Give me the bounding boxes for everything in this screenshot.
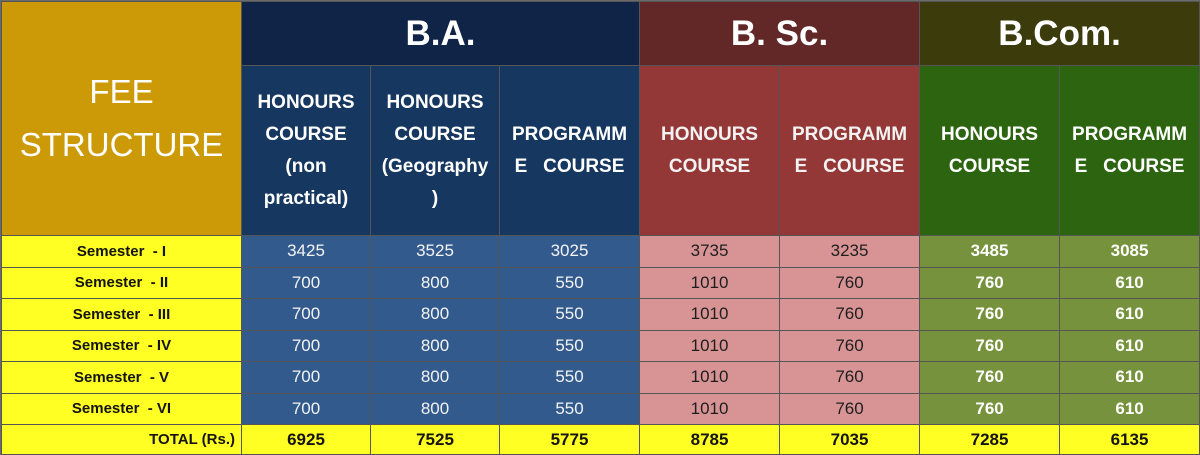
total-label: TOTAL (Rs.) xyxy=(2,425,242,455)
course-header-bsc-4 xyxy=(780,66,920,236)
fee-cell-bcom: 610 xyxy=(1060,299,1200,331)
fee-cell-ba: 550 xyxy=(500,330,640,362)
fee-cell-ba: 800 xyxy=(371,299,500,331)
group-header-ba: B.A. xyxy=(242,2,640,66)
fee-cell-ba: 700 xyxy=(242,330,371,362)
fee-structure-title xyxy=(2,2,242,236)
fee-cell-bsc: 760 xyxy=(780,267,920,299)
fee-cell-bcom: 760 xyxy=(920,267,1060,299)
fee-cell-ba: 550 xyxy=(500,267,640,299)
fee-cell-bsc: 1010 xyxy=(640,299,780,331)
fee-cell-bcom: 610 xyxy=(1060,267,1200,299)
course-header-line: (Geography xyxy=(381,155,489,177)
course-header-line: practical) xyxy=(263,187,349,209)
semester-label: Semester - V xyxy=(2,362,242,394)
total-cell-ba: 5775 xyxy=(500,425,640,455)
fee-cell-ba: 800 xyxy=(371,393,500,425)
course-header-line: E COURSE xyxy=(1074,155,1185,177)
title-line-2: STRUCTURE xyxy=(19,125,224,163)
fee-cell-bsc: 1010 xyxy=(640,362,780,394)
course-header-ba-1 xyxy=(371,66,500,236)
fee-cell-ba: 700 xyxy=(242,299,371,331)
semester-row xyxy=(2,330,1200,362)
course-header-line: COURSE xyxy=(394,123,476,145)
course-header-line: COURSE xyxy=(265,123,347,145)
course-header-line: PROGRAMM xyxy=(1072,123,1188,145)
fee-structure-table xyxy=(1,1,1200,455)
total-cell-bsc: 7035 xyxy=(780,425,920,455)
fee-cell-bcom: 610 xyxy=(1060,362,1200,394)
fee-cell-ba: 700 xyxy=(242,267,371,299)
fee-cell-bcom: 3085 xyxy=(1060,236,1200,268)
total-cell-bsc: 8785 xyxy=(640,425,780,455)
fee-cell-bcom: 760 xyxy=(920,299,1060,331)
course-header-line: ) xyxy=(431,187,439,209)
fee-cell-bcom: 3485 xyxy=(920,236,1060,268)
course-header-ba-0 xyxy=(242,66,371,236)
course-header-ba-2 xyxy=(500,66,640,236)
fee-cell-bcom: 760 xyxy=(920,330,1060,362)
fee-cell-bcom: 610 xyxy=(1060,330,1200,362)
fee-cell-ba: 550 xyxy=(500,393,640,425)
fee-cell-ba: 3525 xyxy=(371,236,500,268)
total-cell-ba: 6925 xyxy=(242,425,371,455)
fee-cell-bsc: 760 xyxy=(780,362,920,394)
total-cell-bcom: 7285 xyxy=(920,425,1060,455)
total-cell-ba: 7525 xyxy=(371,425,500,455)
fee-cell-bsc: 1010 xyxy=(640,330,780,362)
fee-cell-ba: 3425 xyxy=(242,236,371,268)
fee-cell-ba: 550 xyxy=(500,299,640,331)
course-header-line: PROGRAMM xyxy=(792,123,908,145)
course-header-line: COURSE xyxy=(668,155,751,177)
fee-cell-ba: 700 xyxy=(242,362,371,394)
semester-row xyxy=(2,362,1200,394)
fee-cell-bsc: 1010 xyxy=(640,267,780,299)
course-header-bcom-6 xyxy=(1060,66,1200,236)
course-header-line: HONOURS xyxy=(257,91,355,113)
course-header-line: E COURSE xyxy=(794,155,905,177)
fee-cell-bcom: 760 xyxy=(920,393,1060,425)
fee-cell-bcom: 760 xyxy=(920,362,1060,394)
course-header-line: COURSE xyxy=(948,155,1031,177)
group-header-bsc: B. Sc. xyxy=(640,2,920,66)
semester-row xyxy=(2,267,1200,299)
semester-label: Semester - IV xyxy=(2,330,242,362)
course-header-bcom-5 xyxy=(920,66,1060,236)
semester-label: Semester - VI xyxy=(2,393,242,425)
semester-row xyxy=(2,393,1200,425)
semester-row xyxy=(2,236,1200,268)
fee-cell-ba: 550 xyxy=(500,362,640,394)
group-header-row xyxy=(2,2,1200,66)
fee-cell-ba: 800 xyxy=(371,330,500,362)
semester-label: Semester - III xyxy=(2,299,242,331)
semester-label: Semester - II xyxy=(2,267,242,299)
course-header-line: HONOURS xyxy=(660,123,759,145)
fee-cell-bsc: 760 xyxy=(780,393,920,425)
fee-cell-ba: 3025 xyxy=(500,236,640,268)
fee-cell-ba: 700 xyxy=(242,393,371,425)
course-header-line: E COURSE xyxy=(514,155,625,177)
fee-cell-bsc: 3735 xyxy=(640,236,780,268)
fee-cell-bsc: 760 xyxy=(780,330,920,362)
course-header-line: HONOURS xyxy=(386,91,484,113)
course-header-line: HONOURS xyxy=(940,123,1039,145)
course-header-bsc-3 xyxy=(640,66,780,236)
semester-rows xyxy=(2,236,1200,455)
total-cell-bcom: 6135 xyxy=(1060,425,1200,455)
title-line-1: FEE xyxy=(89,72,154,110)
fee-cell-bsc: 3235 xyxy=(780,236,920,268)
semester-label: Semester - I xyxy=(2,236,242,268)
fee-cell-bsc: 1010 xyxy=(640,393,780,425)
course-header-line: PROGRAMM xyxy=(511,123,628,145)
fee-cell-ba: 800 xyxy=(371,267,500,299)
semester-row xyxy=(2,299,1200,331)
group-header-bcom: B.Com. xyxy=(920,2,1200,66)
total-row xyxy=(2,425,1200,455)
fee-cell-ba: 800 xyxy=(371,362,500,394)
course-header-line: (non xyxy=(285,155,327,177)
fee-cell-bcom: 610 xyxy=(1060,393,1200,425)
fee-cell-bsc: 760 xyxy=(780,299,920,331)
